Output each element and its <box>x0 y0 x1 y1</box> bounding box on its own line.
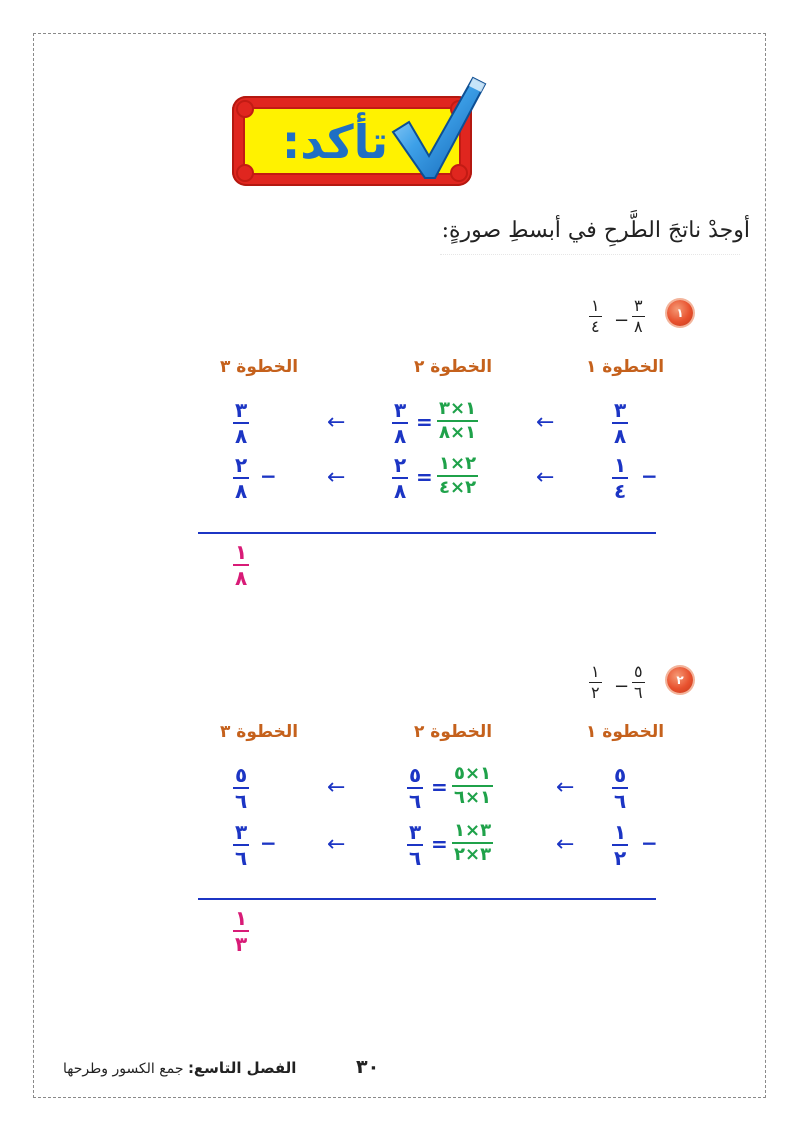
badge-title: تأكد: <box>281 115 389 169</box>
equals-sign: = <box>431 775 448 799</box>
checkmark-icon <box>385 70 490 185</box>
step1-fraction-1 <box>612 765 628 811</box>
denominator: ١×٦ <box>454 787 492 808</box>
step1-fraction-2 <box>612 455 628 501</box>
step3-fraction-1 <box>233 765 249 811</box>
minus-sign: − <box>260 831 277 855</box>
step-1-label: الخطوة ١ <box>586 357 665 377</box>
denominator: ٣×٢ <box>454 844 492 865</box>
problem-fraction-a <box>632 664 645 701</box>
minus-sign: − <box>641 464 658 488</box>
instruction-underline <box>440 254 740 255</box>
denominator: ٦ <box>614 789 627 813</box>
equals-sign: = <box>416 465 433 489</box>
equals-sign: = <box>416 410 433 434</box>
numerator: ٣ <box>409 820 422 844</box>
numerator: ٥ <box>614 763 627 787</box>
badge-corner <box>236 164 254 182</box>
denominator: ٨ <box>634 317 643 336</box>
page-number: ٣٠ <box>356 1056 380 1078</box>
numerator: ١ <box>614 453 627 477</box>
step-2-label: الخطوة ٢ <box>414 722 493 742</box>
denominator: ٨ <box>235 566 248 590</box>
page-border <box>33 33 766 1098</box>
sum-line <box>198 898 656 900</box>
step2-fraction-2 <box>392 455 408 501</box>
minus-sign: − <box>641 831 658 855</box>
numerator: ٣ <box>235 820 248 844</box>
arrow-icon: ← <box>536 410 555 435</box>
numerator: ٥ <box>235 763 248 787</box>
denominator: ٨ <box>614 424 627 448</box>
problem-fraction-a <box>632 298 645 335</box>
numerator: ٣ <box>634 296 643 315</box>
denominator: ٨ <box>235 424 248 448</box>
denominator: ٤ <box>614 479 627 503</box>
minus-sign: − <box>614 310 630 331</box>
arrow-icon: ← <box>556 832 575 857</box>
arrow-icon: ← <box>327 410 346 435</box>
numerator: ١ <box>591 296 600 315</box>
numerator: ١ <box>235 906 248 930</box>
numerator: ١ <box>614 820 627 844</box>
step2-multiplier-2 <box>437 455 478 497</box>
numerator: ٥ <box>409 763 422 787</box>
numerator: ٥ <box>634 662 643 681</box>
equals-sign: = <box>431 832 448 856</box>
denominator: ٦ <box>634 683 643 702</box>
step-1-label: الخطوة ١ <box>586 722 665 742</box>
step3-fraction-2 <box>233 822 249 868</box>
minus-sign: − <box>260 464 277 488</box>
denominator: ٢ <box>614 846 627 870</box>
arrow-icon: ← <box>327 465 346 490</box>
step2-fraction-1 <box>407 765 423 811</box>
numerator: ٣ <box>614 398 627 422</box>
chapter-title: جمع الكسور وطرحها <box>63 1061 184 1077</box>
step2-multiplier-1 <box>437 400 478 442</box>
denominator: ٨ <box>394 424 407 448</box>
instruction: أوجدْ ناتجَ الطَّرحِ في أبسطِ صورةٍ: <box>441 218 750 243</box>
numerator: ١×٥ <box>454 763 492 784</box>
denominator: ٦ <box>235 846 248 870</box>
numerator: ٣ <box>235 398 248 422</box>
result-fraction <box>233 542 249 588</box>
step2-fraction-1 <box>392 400 408 446</box>
denominator: ٦ <box>409 846 422 870</box>
problem-fraction-b <box>589 664 602 701</box>
step1-fraction-2 <box>612 822 628 868</box>
numerator: ١×٣ <box>439 398 477 419</box>
chapter-label: الفصل التاسع: <box>187 1059 297 1077</box>
chapter-footer <box>63 1059 296 1077</box>
numerator: ٣ <box>394 398 407 422</box>
step3-fraction-2 <box>233 455 249 501</box>
step-2-label: الخطوة ٢ <box>414 357 493 377</box>
step-3-label: الخطوة ٣ <box>220 357 299 377</box>
denominator: ٣ <box>235 932 248 956</box>
step2-fraction-2 <box>407 822 423 868</box>
denominator: ٦ <box>235 789 248 813</box>
denominator: ٨ <box>235 479 248 503</box>
numerator: ٢ <box>235 453 248 477</box>
exercise-number: ٢ <box>676 673 684 687</box>
exercise-number: ١ <box>676 306 684 320</box>
numerator: ٣×١ <box>454 820 492 841</box>
step3-fraction-1 <box>233 400 249 446</box>
badge-corner <box>236 100 254 118</box>
denominator: ٨ <box>394 479 407 503</box>
problem-fraction-b <box>589 298 602 335</box>
numerator: ١ <box>591 662 600 681</box>
sum-line <box>198 532 656 534</box>
arrow-icon: ← <box>327 775 346 800</box>
step-3-label: الخطوة ٣ <box>220 722 299 742</box>
result-fraction <box>233 908 249 954</box>
denominator: ٢×٤ <box>439 477 477 498</box>
minus-sign: − <box>614 676 630 697</box>
step2-multiplier-2 <box>452 822 493 864</box>
denominator: ٤ <box>591 317 600 336</box>
step2-multiplier-1 <box>452 765 493 807</box>
denominator: ١×٨ <box>439 422 477 443</box>
step1-fraction-1 <box>612 400 628 446</box>
arrow-icon: ← <box>556 775 575 800</box>
arrow-icon: ← <box>327 832 346 857</box>
denominator: ٢ <box>591 683 600 702</box>
numerator: ٢×١ <box>439 453 477 474</box>
numerator: ١ <box>235 540 248 564</box>
denominator: ٦ <box>409 789 422 813</box>
numerator: ٢ <box>394 453 407 477</box>
arrow-icon: ← <box>536 465 555 490</box>
